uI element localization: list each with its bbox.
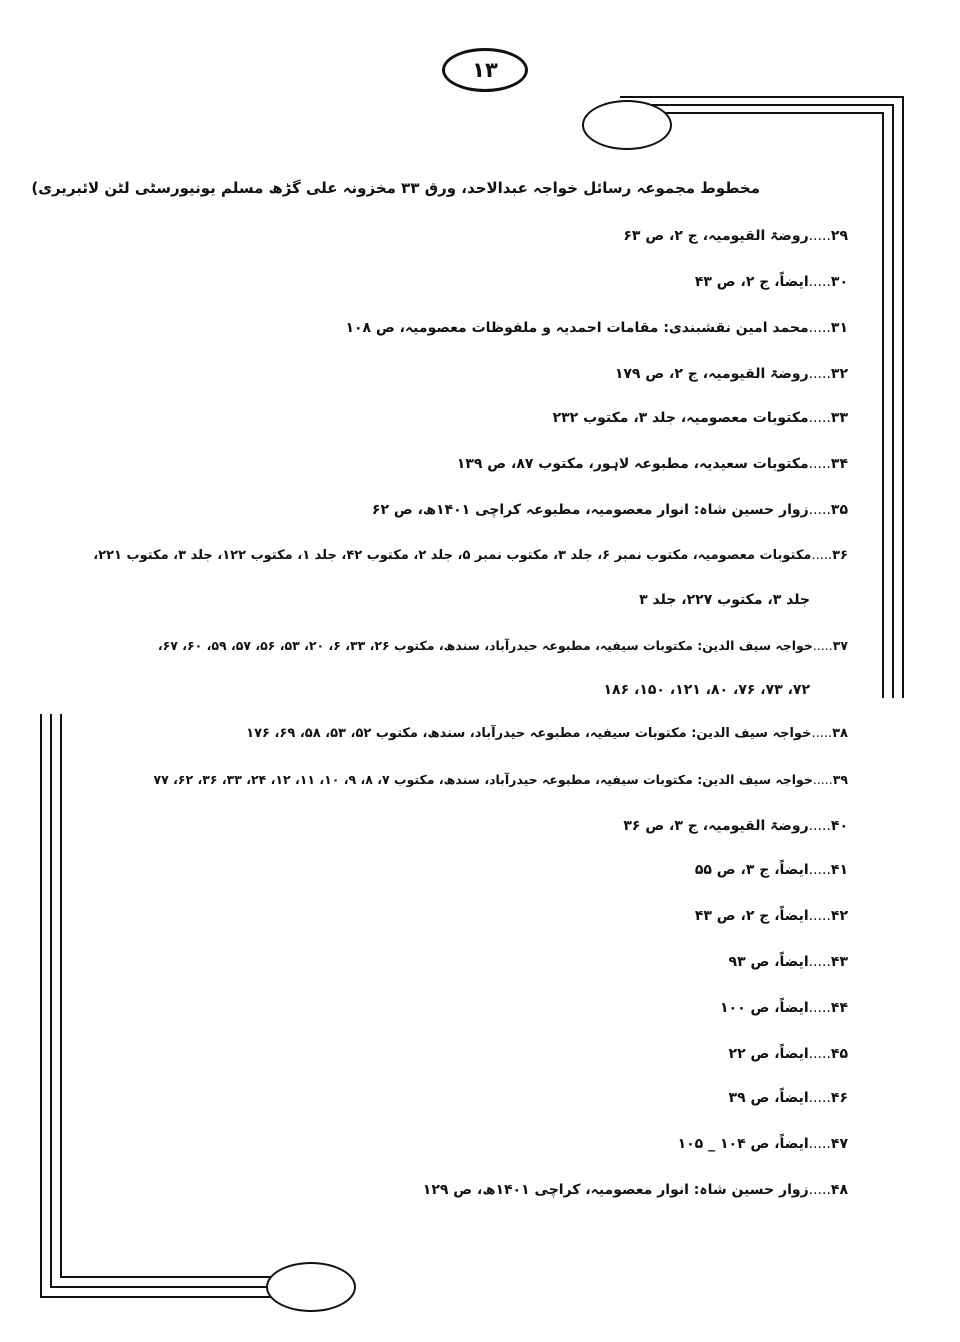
note-44: ۴۴.....ایضاً، ص ۱۰۰ [719, 1000, 848, 1016]
note-46: ۴۶.....ایضاً، ص ۳۹ [728, 1090, 848, 1106]
note-32: ۳۲.....روضۃ القیومیہ، ج ۲، ص ۱۷۹ [614, 366, 848, 382]
note-36: ۳۶.....مکتوبات معصومیہ، مکتوب نمبر ۶، جلد ۳، مکتوب نمبر ۵، جلد ۲، مکتوب ۴۲، جلد ۱، مکتوب ۱۲۲، جلد ۳، مکتوب ۲۲۱، [93, 548, 848, 563]
page-number: ۱۳ [442, 48, 528, 92]
source-note: مخطوط مجموعہ رسائل خواجہ عبدالاحد، ورق ۳۳ مخزونہ علی گڑھ مسلم یونیورسٹی لٹن لائبریری) [31, 179, 760, 197]
note-30: ۳۰.....ایضاً، ج ۲، ص ۴۳ [694, 274, 848, 290]
note-43: ۴۳.....ایضاً، ص ۹۳ [728, 954, 848, 970]
note-48: ۴۸.....زوار حسین شاہ: انوار معصومیہ، کراچی ۱۴۰۱ھ، ص ۱۲۹ [422, 1182, 848, 1198]
note-37-continuation: ۷۲، ۷۳، ۷۶، ۸۰، ۱۲۱، ۱۵۰، ۱۸۶ [603, 682, 810, 698]
note-39: ۳۹.....خواجہ سیف الدین: مکتوبات سیفیہ، مطبوعہ حیدرآباد، سندھ، مکتوب ۷، ۸، ۹، ۱۰، ۱۱، ۱۲، ۲۴، ۳۳، ۳۶، ۶۲، ۷۷ [153, 772, 848, 787]
note-36-continuation: جلد ۳، مکتوب ۲۲۷، جلد ۳ [639, 592, 810, 608]
note-45: ۴۵.....ایضاً، ص ۲۲ [728, 1046, 848, 1062]
note-40: ۴۰.....روضۃ القیومیہ، ج ۳، ص ۳۶ [623, 818, 848, 834]
note-41: ۴۱.....ایضاً، ج ۳، ص ۵۵ [694, 862, 848, 878]
note-42: ۴۲.....ایضاً، ج ۲، ص ۴۳ [694, 908, 848, 924]
note-34: ۳۴.....مکتوبات سعیدیہ، مطبوعہ لاہور، مکتوب ۸۷، ص ۱۳۹ [456, 456, 848, 472]
note-38: ۳۸.....خواجہ سیف الدین: مکتوبات سیفیہ، مطبوعہ حیدرآباد، سندھ، مکتوب ۵۲، ۵۳، ۵۸، ۶۹، ۱۷۶ [246, 726, 848, 741]
note-37: ۳۷.....خواجہ سیف الدین: مکتوبات سیفیہ، مطبوعہ حیدرآباد، سندھ، مکتوب ۲۶، ۳۳، ۶، ۲۰، ۵۳، ۵۶، ۵۷، ۵۹، ۶۰، ۶۷، [157, 638, 848, 653]
note-33: ۳۳.....مکتوبات معصومیہ، جلد ۳، مکتوب ۲۳۲ [552, 410, 848, 426]
note-47: ۴۷.....ایضاً، ص ۱۰۴ _ ۱۰۵ [677, 1136, 848, 1152]
note-31: ۳۱.....محمد امین نقشبندی: مقامات احمدیہ و ملفوظات معصومیہ، ص ۱۰۸ [345, 320, 848, 336]
note-29: ۲۹.....روضۃ القیومیہ، ج ۲، ص ۶۳ [623, 228, 848, 244]
note-35: ۳۵.....زوار حسین شاہ: انوار معصومیہ، مطبوعہ کراچی ۱۴۰۱ھ، ص ۶۲ [371, 502, 848, 518]
